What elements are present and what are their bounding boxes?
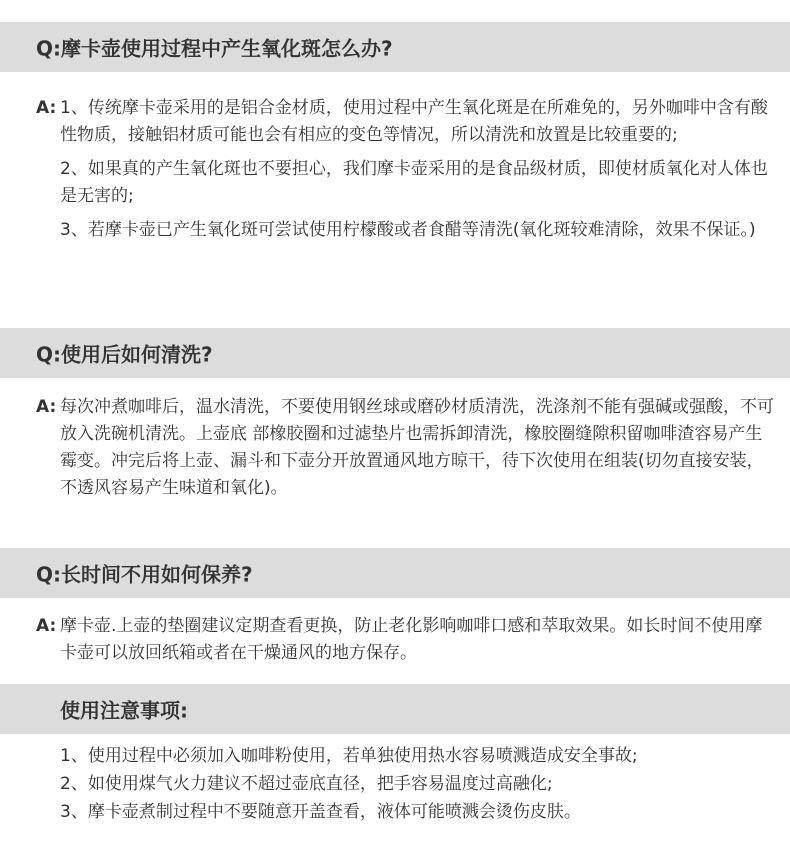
notes-item: 2、如使用煤气火力建议不超过壶底直径，把手容易温度过高融化; (60, 774, 553, 794)
notes-item: 1、使用过程中必须加入咖啡粉使用，若单独使用热水容易喷溅造成安全事故; (60, 746, 638, 766)
answer-prefix: A: (36, 98, 57, 118)
faq-answer-3 (36, 613, 776, 667)
answer-text: 2、如果真的产生氧化斑也不要担心，我们摩卡壶采用的是食品级材质，即使材质氧化对人体也是无害的; (60, 159, 768, 206)
answer-1-paragraph-2 (36, 156, 776, 210)
notes-title-band (0, 684, 790, 734)
answer-text: 摩卡壶.上壶的垫圈建议定期查看更换，防止老化影响咖啡口感和萃取效果。如长时间不使用摩卡壶可以放回纸箱或者在干燥通风的地方保存。 (60, 616, 763, 663)
faq-question-1: Q:摩卡壶使用过程中产生氧化斑怎么办? (36, 36, 393, 61)
answer-text: 1、传统摩卡壶采用的是铝合金材质，使用过程中产生氧化斑是在所难免的，另外咖啡中含有酸性物质，接触铝材质可能也会有相应的变色等情况，所以清洗和放置是比较重要的; (60, 98, 768, 145)
faq-question-3: Q:长时间不用如何保养? (36, 562, 253, 587)
answer-prefix: A: (36, 397, 57, 417)
faq-question-3-band (0, 548, 790, 598)
notes-title: 使用注意事项: (60, 698, 188, 723)
answer-3-paragraph (36, 613, 776, 667)
answer-1-paragraph-3 (36, 217, 776, 244)
answer-prefix: A: (36, 616, 57, 636)
answer-2-paragraph (36, 394, 776, 502)
faq-question-2: Q:使用后如何清洗? (36, 342, 213, 367)
faq-question-2-band (0, 328, 790, 378)
answer-text: 3、若摩卡壶已产生氧化斑可尝试使用柠檬酸或者食醋等清洗(氧化斑较难清除，效果不保证。) (60, 220, 756, 240)
faq-answer-1 (36, 95, 776, 244)
notes-item: 3、摩卡壶煮制过程中不要随意开盖查看，液体可能喷溅会烫伤皮肤。 (60, 802, 581, 822)
faq-question-1-band (0, 22, 790, 72)
answer-text: 每次冲煮咖啡后，温水清洗，不要使用钢丝球或磨砂材质清洗，洗涤剂不能有强碱或强酸，不可放入洗碗机清洗。上壶底 部橡胶圈和过滤垫片也需拆卸清洗，橡胶圈缝隙积留咖啡渣容易产生霉变。冲完后将上壶、漏斗和下壶分开放置通风地方晾干，待下次使用在组装(切勿直接安装，不透风容易产生味道和氧化)。 (60, 397, 774, 498)
answer-1-paragraph-1 (36, 95, 776, 149)
faq-answer-2 (36, 394, 776, 502)
notes-list (60, 742, 780, 826)
